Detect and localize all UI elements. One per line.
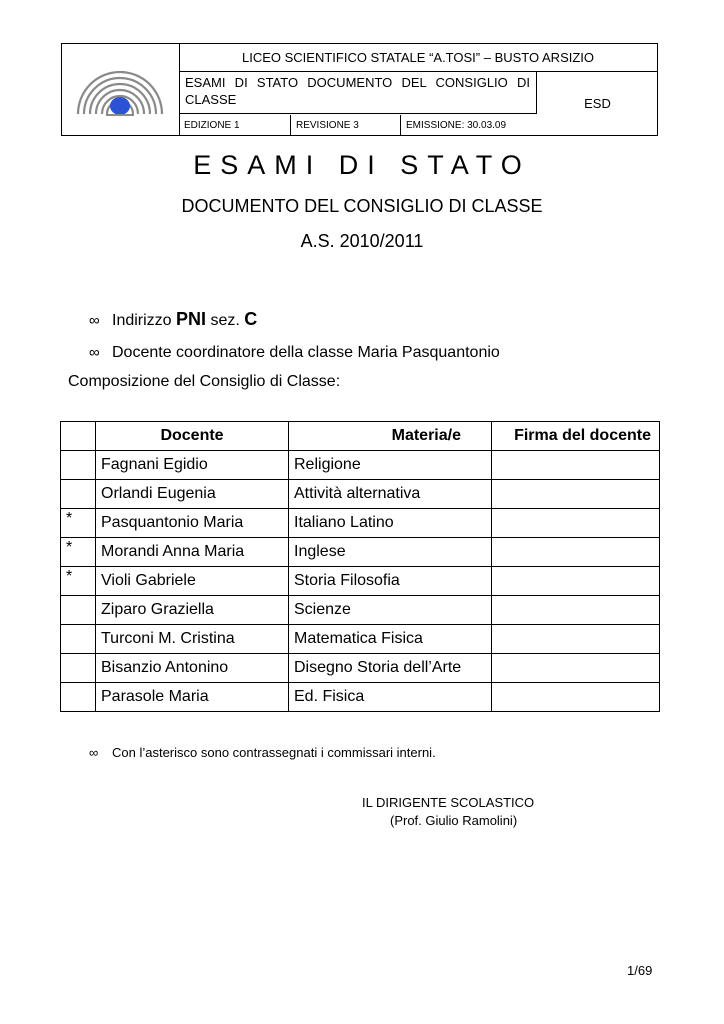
indirizzo-value: PNI	[176, 309, 207, 329]
indirizzo-line	[89, 309, 257, 330]
commissario-mark: *	[61, 567, 96, 596]
materia: Attività alternativa	[289, 480, 492, 509]
firma-cell	[492, 596, 660, 625]
materia: Ed. Fisica	[289, 683, 492, 712]
firma-cell	[492, 625, 660, 654]
docente-name: Bisanzio Antonino	[96, 654, 289, 683]
composition-label: Composizione del Consiglio di Classe:	[68, 373, 341, 390]
firma-cell	[492, 509, 660, 538]
document-title-cell: ESAMI DI STATO DOCUMENTO DEL CONSIGLIO DI CLASSE	[179, 71, 537, 114]
docente-name: Pasquantonio Maria	[96, 509, 289, 538]
table-row	[61, 480, 660, 509]
materia: Matematica Fisica	[289, 625, 492, 654]
table-header-mark	[61, 422, 96, 451]
table-header-row	[61, 422, 660, 451]
asterisk-note	[89, 745, 436, 760]
table-header-docente: Docente	[96, 422, 289, 451]
table-row	[61, 451, 660, 480]
signature-role: IL DIRIGENTE SCOLASTICO	[362, 795, 535, 810]
council-table	[60, 421, 660, 712]
firma-cell	[492, 480, 660, 509]
page-title: ESAMI DI STATO	[193, 150, 531, 180]
docente-name: Ziparo Graziella	[96, 596, 289, 625]
commissario-mark: *	[61, 538, 96, 567]
docente-name: Turconi M. Cristina	[96, 625, 289, 654]
coordinatore-text: Docente coordinatore della classe Maria Pasquantonio	[112, 344, 500, 361]
table-row	[61, 567, 660, 596]
infinity-bullet-icon: ∞	[89, 344, 100, 361]
school-name: LICEO SCIENTIFICO STATALE “A.TOSI” – BUSTO ARSIZIO	[179, 44, 657, 72]
firma-cell	[492, 567, 660, 596]
commissario-mark	[61, 683, 96, 712]
docente-name: Morandi Anna Maria	[96, 538, 289, 567]
school-logo	[62, 44, 180, 136]
page-subtitle: DOCUMENTO DEL CONSIGLIO DI CLASSE	[181, 196, 543, 216]
firma-cell	[492, 451, 660, 480]
edition: EDIZIONE 1	[179, 115, 291, 136]
table-row	[61, 654, 660, 683]
docente-name: Fagnani Egidio	[96, 451, 289, 480]
page-number: 1/69	[627, 963, 653, 978]
docente-name: Parasole Maria	[96, 683, 289, 712]
signature-name: (Prof. Giulio Ramolini)	[390, 813, 518, 828]
commissario-mark	[61, 625, 96, 654]
firma-cell	[492, 654, 660, 683]
commissario-mark	[61, 596, 96, 625]
materia: Disegno Storia dell’Arte	[289, 654, 492, 683]
firma-cell	[492, 683, 660, 712]
table-row	[61, 625, 660, 654]
table-header-materia: Materia/e	[289, 422, 492, 451]
emission-date: EMISSIONE: 30.03.09	[406, 120, 507, 131]
commissario-mark	[61, 480, 96, 509]
infinity-bullet-icon: ∞	[89, 312, 100, 329]
table-row	[61, 509, 660, 538]
materia: Storia Filosofia	[289, 567, 492, 596]
document-code: ESD	[584, 96, 611, 111]
materia: Italiano Latino	[289, 509, 492, 538]
table-row	[61, 596, 660, 625]
table-header-firma: Firma del docente	[492, 422, 660, 451]
document-header	[61, 43, 658, 136]
table-row	[61, 683, 660, 712]
revision-row	[179, 115, 537, 136]
indirizzo-label: Indirizzo	[112, 312, 172, 329]
materia: Scienze	[289, 596, 492, 625]
commissario-mark	[61, 654, 96, 683]
materia: Religione	[289, 451, 492, 480]
table-row	[61, 538, 660, 567]
docente-name: Orlandi Eugenia	[96, 480, 289, 509]
note-text: Con l’asterisco sono contrassegnati i commissari interni.	[112, 745, 436, 760]
materia: Inglese	[289, 538, 492, 567]
commissario-mark	[61, 451, 96, 480]
revision: REVISIONE 3	[291, 115, 401, 136]
coordinatore-line	[89, 344, 500, 362]
infinity-bullet-icon: ∞	[89, 745, 99, 760]
docente-name: Violi Gabriele	[96, 567, 289, 596]
commissario-mark: *	[61, 509, 96, 538]
sezione-value: C	[244, 309, 258, 329]
firma-cell	[492, 538, 660, 567]
school-year: A.S. 2010/2011	[300, 231, 424, 251]
sezione-label: sez.	[210, 312, 240, 329]
